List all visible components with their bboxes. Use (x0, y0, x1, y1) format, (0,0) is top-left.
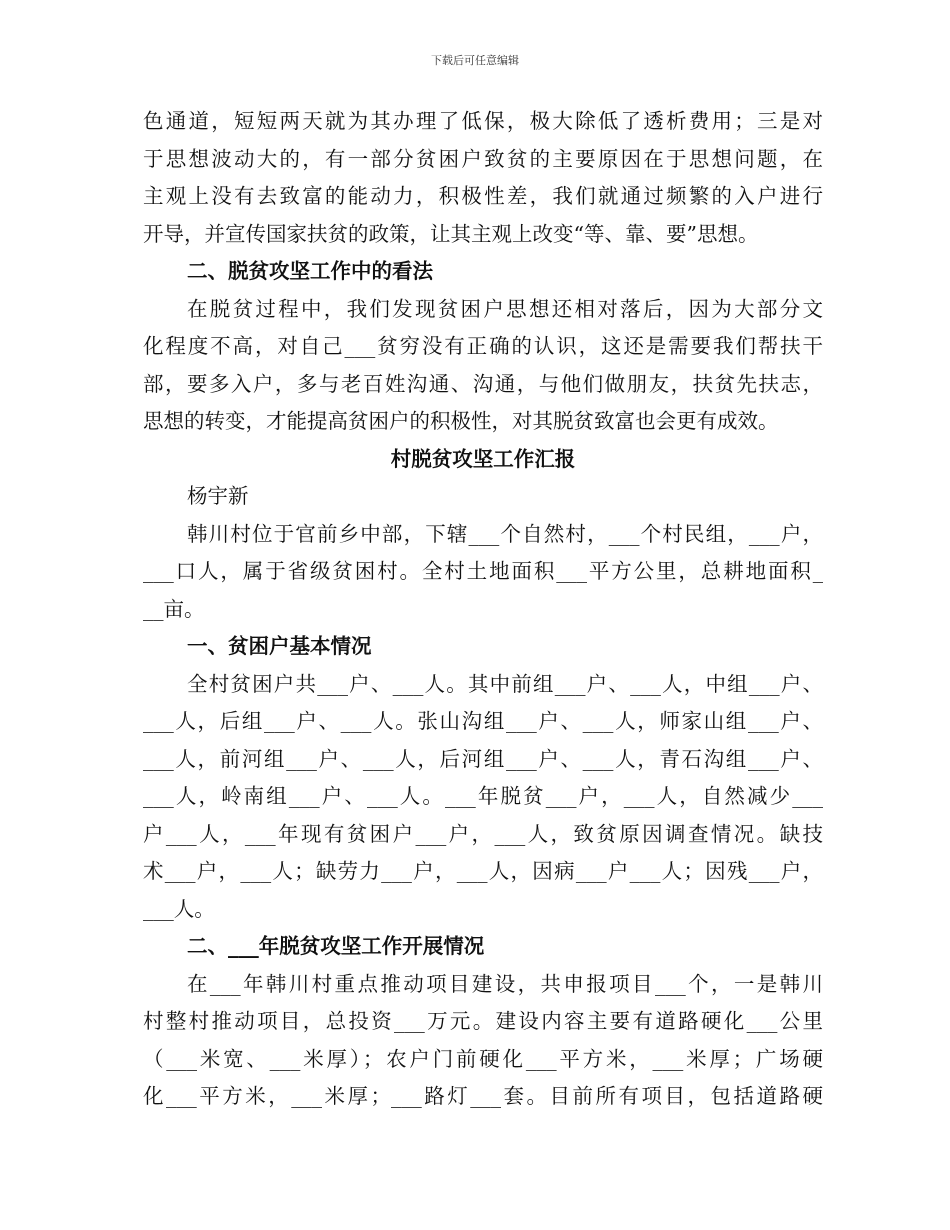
paragraph-line: 在___年韩川村重点推动项目建设，共申报项目___个，一是韩川 (187, 971, 823, 996)
paragraph-line: __亩。 (143, 596, 205, 621)
document-title: 村脱贫攻坚工作汇报 (390, 446, 576, 471)
paragraph-line: 化程度不高，对自己___贫穷没有正确的认识，这还是需要我们帮扶干 (143, 334, 823, 358)
paragraph-line: 思想的转变，才能提高贫困户的积极性，对其脱贫致富也会更有成效。 (143, 409, 779, 433)
author-name: 杨宇新 (187, 484, 249, 508)
paragraph-line: 户___人，___年现有贫困户___户，___人，致贫原因调查情况。缺技 (143, 821, 823, 846)
paragraph-line: 色通道，短短两天就为其办理了低保，极大除低了透析费用；三是对 (143, 109, 823, 133)
paragraph-line: 村整村推动项目，总投资___万元。建设内容主要有道路硬化___公里 (143, 1009, 823, 1033)
paragraph-line: 于思想波动大的，有一部分贫困户致贫的主要原因在于思想问题，在 (143, 146, 823, 171)
paragraph-line: （___米宽、___米厚）；农户门前硬化___平方米，___米厚；广场硬 (143, 1046, 823, 1071)
paragraph-line: ___人。 (143, 896, 215, 921)
page-header: 下载后可任意编辑 (431, 54, 519, 67)
section-heading: 一、贫困户基本情况 (187, 634, 372, 658)
paragraph-line: 部，要多入户，多与老百姓沟通、沟通，与他们做朋友，扶贫先扶志， (143, 371, 823, 396)
paragraph-line: 开导，并宣传国家扶贫的政策，让其主观上改变“等、靠、要”思想。 (143, 221, 759, 246)
paragraph-line: ___人，前河组___户、___人，后河组___户、___人，青石沟组___户、 (143, 746, 823, 771)
paragraph-line: 主观上没有去致富的能动力，积极性差，我们就通过频繁的入户进行 (143, 184, 823, 208)
section-heading: 二、___年脱贫攻坚工作开展情况 (187, 934, 485, 958)
paragraph-line: ___口人，属于省级贫困村。全村土地面积___平方公里，总耕地面积_ (143, 559, 823, 583)
document-body (143, 103, 823, 1116)
section-heading: 二、脱贫攻坚工作中的看法 (187, 259, 433, 283)
paragraph-line: ___人，岭南组___户、___人。___年脱贫___户，___人，自然减少___ (143, 784, 823, 808)
paragraph-line: 全村贫困户共___户、___人。其中前组___户、___人，中组___户、 (187, 671, 823, 696)
paragraph-line: 术___户，___人；缺劳力___户，___人，因病___户___人；因残___户， (143, 859, 823, 883)
paragraph-line: ___人，后组___户、___人。张山沟组___户、___人，师家山组___户、 (143, 709, 823, 733)
paragraph-line: 化___平方米，___米厚；___路灯___套。目前所有项目，包括道路硬 (143, 1084, 823, 1108)
paragraph-line: 韩川村位于官前乡中部，下辖___个自然村，___个村民组，___户， (187, 521, 823, 546)
paragraph-line: 在脱贫过程中，我们发现贫困户思想还相对落后，因为大部分文 (187, 296, 823, 321)
